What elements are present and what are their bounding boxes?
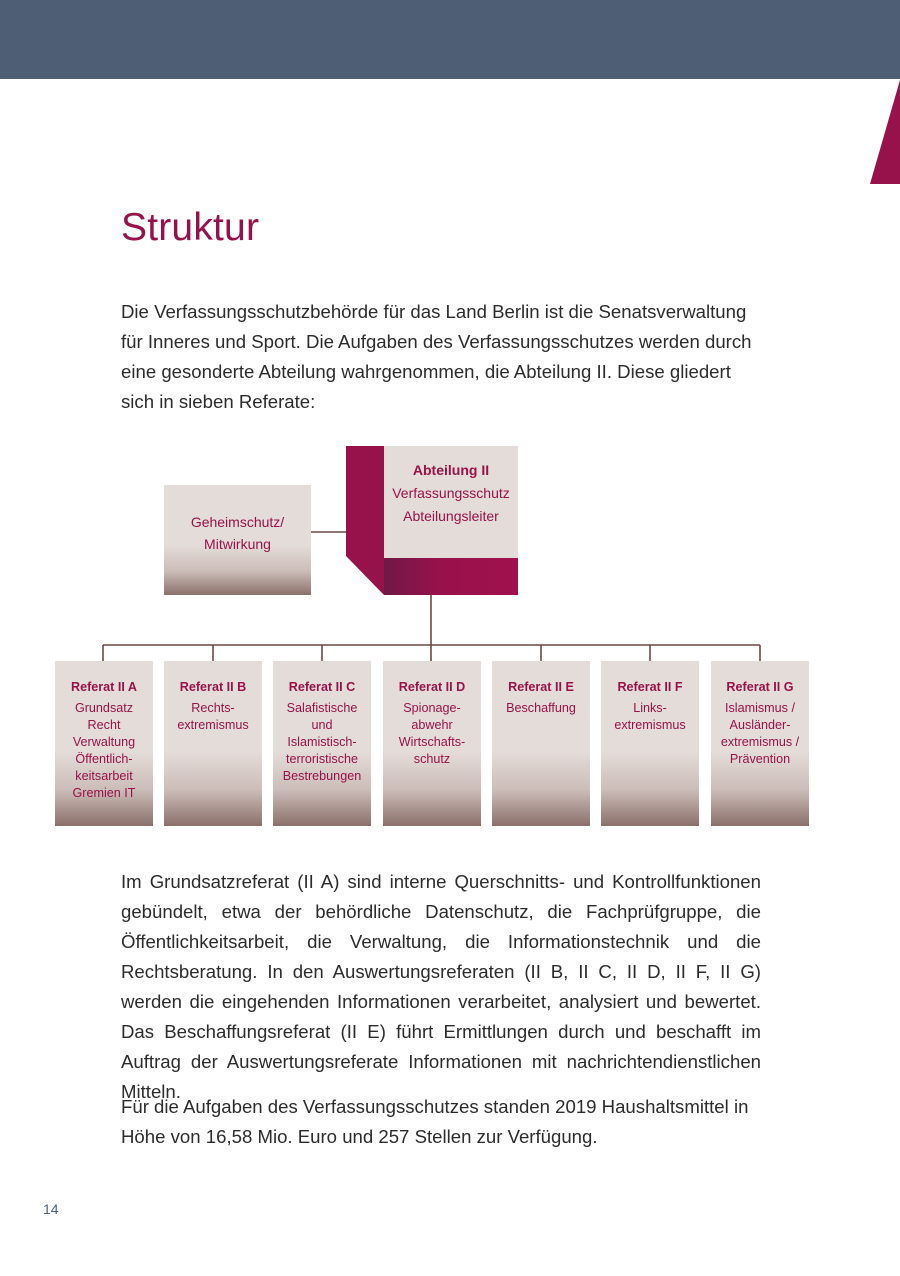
referat-title: Referat II F (617, 680, 683, 694)
body-paragraph-2: Für die Aufgaben des Verfassungsschutzes standen 2019 Haushaltsmittel in Höhe von 16,58 Mio. Euro und 257 Stellen zur Verfügung. (121, 1096, 749, 1147)
referat-desc: Rechts- extremismus (177, 701, 249, 732)
referat-title: Referat II C (288, 680, 356, 694)
referat-desc: Beschaffung (506, 701, 576, 715)
referat-box (383, 661, 481, 826)
geheimschutz-box (164, 485, 311, 595)
referat-box (273, 661, 371, 826)
referat-desc: Links- extremismus (614, 701, 686, 732)
abteilung-accent-bar (384, 558, 518, 595)
page-title: Struktur (121, 206, 260, 249)
referat-box (601, 661, 699, 826)
abteilung-line1: Verfassungsschutz (392, 485, 510, 501)
referat-box (55, 661, 153, 826)
referat-title: Referat II E (508, 680, 574, 694)
body-paragraph-1: Im Grundsatzreferat (II A) sind interne Querschnitts- und Kontrollfunktionen gebündelt, etwa der behördliche Datenschutz, die Fachprüfgruppe, die Öffentlichkeitsarbeit, die Verwaltung, die Informationstechnik und die Rechtsberatung. In den Auswertungsreferaten (II B, II C, II D, II F, II G) werden die eingehenden Informationen verarbeitet, analysiert und bewertet. Das Beschaffungsreferat (II E) führt Ermittlungen durch und beschafft im Auftrag der Auswertungsreferate Informationen mit nachrichtendienstlichen Mitteln. (121, 871, 761, 1102)
abteilung-box (384, 446, 518, 558)
referat-desc: Salafistische und Islamistisch- terroristische Bestrebungen (282, 701, 362, 783)
referat-title: Referat II B (179, 680, 247, 694)
referat-title: Referat II A (70, 680, 138, 694)
intro-paragraph: Die Verfassungsschutzbehörde für das Land Berlin ist die Senatsverwaltung für Inneres und Sport. Die Aufgaben des Verfassungsschutzes werden durch eine gesonderte Abteilung wahrgenommen, die Abteilung II. Diese gliedert sich in sieben Referate: (121, 301, 752, 412)
referat-desc: Islamismus / Ausländer- extremismus / Prävention (720, 701, 800, 766)
referat-box (164, 661, 262, 826)
header-bar (0, 0, 900, 79)
referat-title: Referat II D (398, 680, 466, 694)
referat-desc: Spionage- abwehr Wirtschafts- schutz (398, 701, 466, 766)
referat-box (711, 661, 809, 826)
referat-title: Referat II G (726, 680, 794, 694)
abteilung-line2: Abteilungsleiter (403, 508, 499, 524)
abteilung-title: Abteilung II (412, 462, 490, 478)
abteilung-accent-shape (346, 446, 384, 595)
page-number: 14 (43, 1201, 59, 1217)
geheimschutz-label: Geheimschutz/ Mitwirkung (190, 514, 285, 552)
referat-box (492, 661, 590, 826)
referat-desc: Grundsatz Recht Verwaltung Öffentlich- keitsarbeit Gremien IT (72, 701, 136, 800)
